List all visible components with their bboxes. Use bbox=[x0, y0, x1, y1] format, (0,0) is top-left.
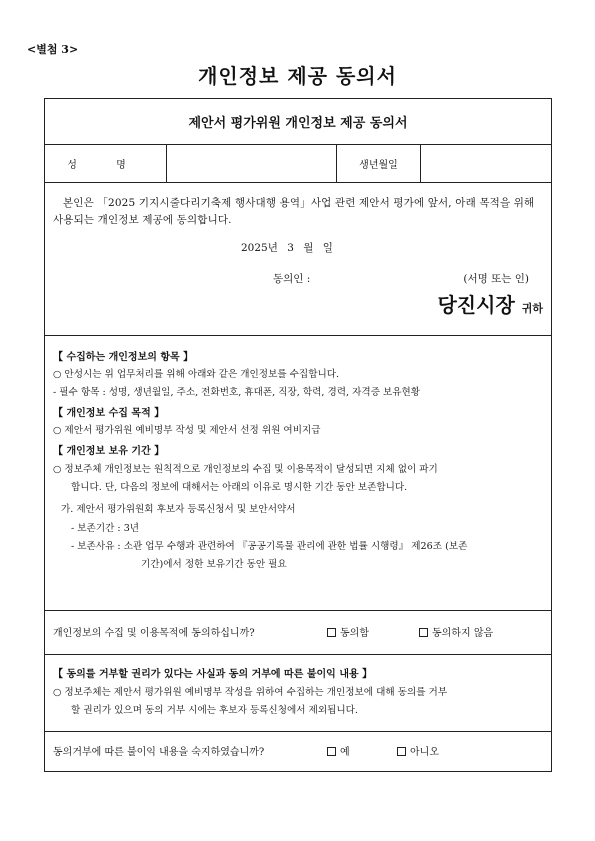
info-row bbox=[45, 145, 551, 183]
refusal-section bbox=[45, 655, 551, 732]
recipient bbox=[53, 293, 543, 317]
checkbox-disagree[interactable] bbox=[419, 628, 428, 637]
details-section bbox=[45, 336, 551, 611]
option-yes[interactable] bbox=[327, 745, 350, 760]
detail-line: 가. 제안서 평가위원회 후보자 등록신청서 및 보안서약서 bbox=[61, 504, 296, 515]
consent-form bbox=[44, 98, 552, 772]
option-no[interactable] bbox=[397, 745, 439, 760]
option-no-label: 아니오 bbox=[410, 747, 439, 758]
option-agree-label: 동의함 bbox=[340, 628, 369, 639]
birth-label: 생년월일 bbox=[337, 145, 421, 182]
signer-label: 동의인 : bbox=[273, 273, 311, 285]
signature-note: (서명 또는 인) bbox=[463, 273, 529, 285]
detail-line: 기간)에서 정한 보유기간 동안 필요 bbox=[141, 559, 287, 570]
section-heading-refusal: 【 동의를 거부할 권리가 있다는 사실과 동의 거부에 따른 불이익 내용 】 bbox=[53, 669, 373, 680]
question-consent-text: 개인정보의 수집 및 이용목적에 동의하십니까? bbox=[53, 628, 255, 639]
detail-line: - 보존기간 : 3년 bbox=[71, 523, 140, 534]
question-acknowledge bbox=[45, 732, 551, 772]
section-heading-purpose: 【 개인정보 수집 목적 】 bbox=[53, 408, 165, 419]
detail-line: - 필수 항목 : 성명, 생년월일, 주소, 전화번호, 휴대폰, 직장, 학력, 경력, 자격증 보유현황 bbox=[53, 387, 421, 398]
detail-line: ○ 안성시는 위 업무처리를 위해 아래와 같은 개인정보를 수집합니다. bbox=[53, 369, 340, 380]
consent-date: 2025년 3 월 일 bbox=[241, 242, 333, 254]
name-field[interactable] bbox=[167, 145, 337, 182]
section-heading-items: 【 수집하는 개인정보의 항목 】 bbox=[53, 352, 194, 363]
consent-section bbox=[45, 183, 551, 336]
recipient-suffix: 귀하 bbox=[521, 302, 543, 315]
refusal-line: 할 권리가 있으며 동의 거부 시에는 후보자 등록신청에서 제외됩니다. bbox=[71, 705, 358, 716]
detail-line: 합니다. 단, 다음의 정보에 대해서는 아래의 이유로 명시한 기간 동안 보존합니다. bbox=[71, 482, 408, 493]
checkbox-agree[interactable] bbox=[327, 628, 336, 637]
detail-line: - 보존사유 : 소관 업무 수행과 관련하여 『공공기록물 관리에 관한 법률 시행령』 제26조 (보존 bbox=[71, 541, 468, 552]
form-title: 제안서 평가위원 개인정보 제공 동의서 bbox=[45, 99, 551, 145]
name-label: 성 명 bbox=[45, 145, 167, 182]
detail-line: ○ 정보주체 개인정보는 원칙적으로 개인정보의 수집 및 이용목적이 달성되면 지체 없이 파기 bbox=[53, 464, 438, 475]
option-disagree-label: 동의하지 않음 bbox=[432, 628, 494, 639]
recipient-name: 당진시장 bbox=[437, 293, 515, 317]
document-title: 개인정보 제공 동의서 bbox=[198, 64, 397, 88]
question-consent bbox=[45, 611, 551, 655]
consent-body: 본인은 「2025 기지시줄다리기축제 행사대행 용역」사업 관련 제안서 평가에 앞서, 아래 목적을 위해 사용되는 개인정보 제공에 동의합니다. bbox=[53, 197, 535, 226]
refusal-line: ○ 정보주체는 제안서 평가위원 예비명부 작성을 위하여 수집하는 개인정보에 대해 동의를 거부 bbox=[53, 687, 448, 698]
detail-line: ○ 제안서 평가위원 예비명부 작성 및 제안서 선정 위원 여비지급 bbox=[53, 425, 321, 436]
section-heading-retention: 【 개인정보 보유 기간 】 bbox=[53, 446, 165, 457]
question-acknowledge-text: 동의거부에 따른 불이익 내용을 숙지하였습니까? bbox=[53, 747, 265, 758]
option-yes-label: 예 bbox=[340, 747, 350, 758]
option-agree[interactable] bbox=[327, 626, 369, 641]
attachment-label: <별첨 3> bbox=[27, 43, 79, 56]
checkbox-no[interactable] bbox=[397, 747, 406, 756]
birth-field[interactable] bbox=[421, 145, 553, 182]
checkbox-yes[interactable] bbox=[327, 747, 336, 756]
option-disagree[interactable] bbox=[419, 626, 493, 641]
